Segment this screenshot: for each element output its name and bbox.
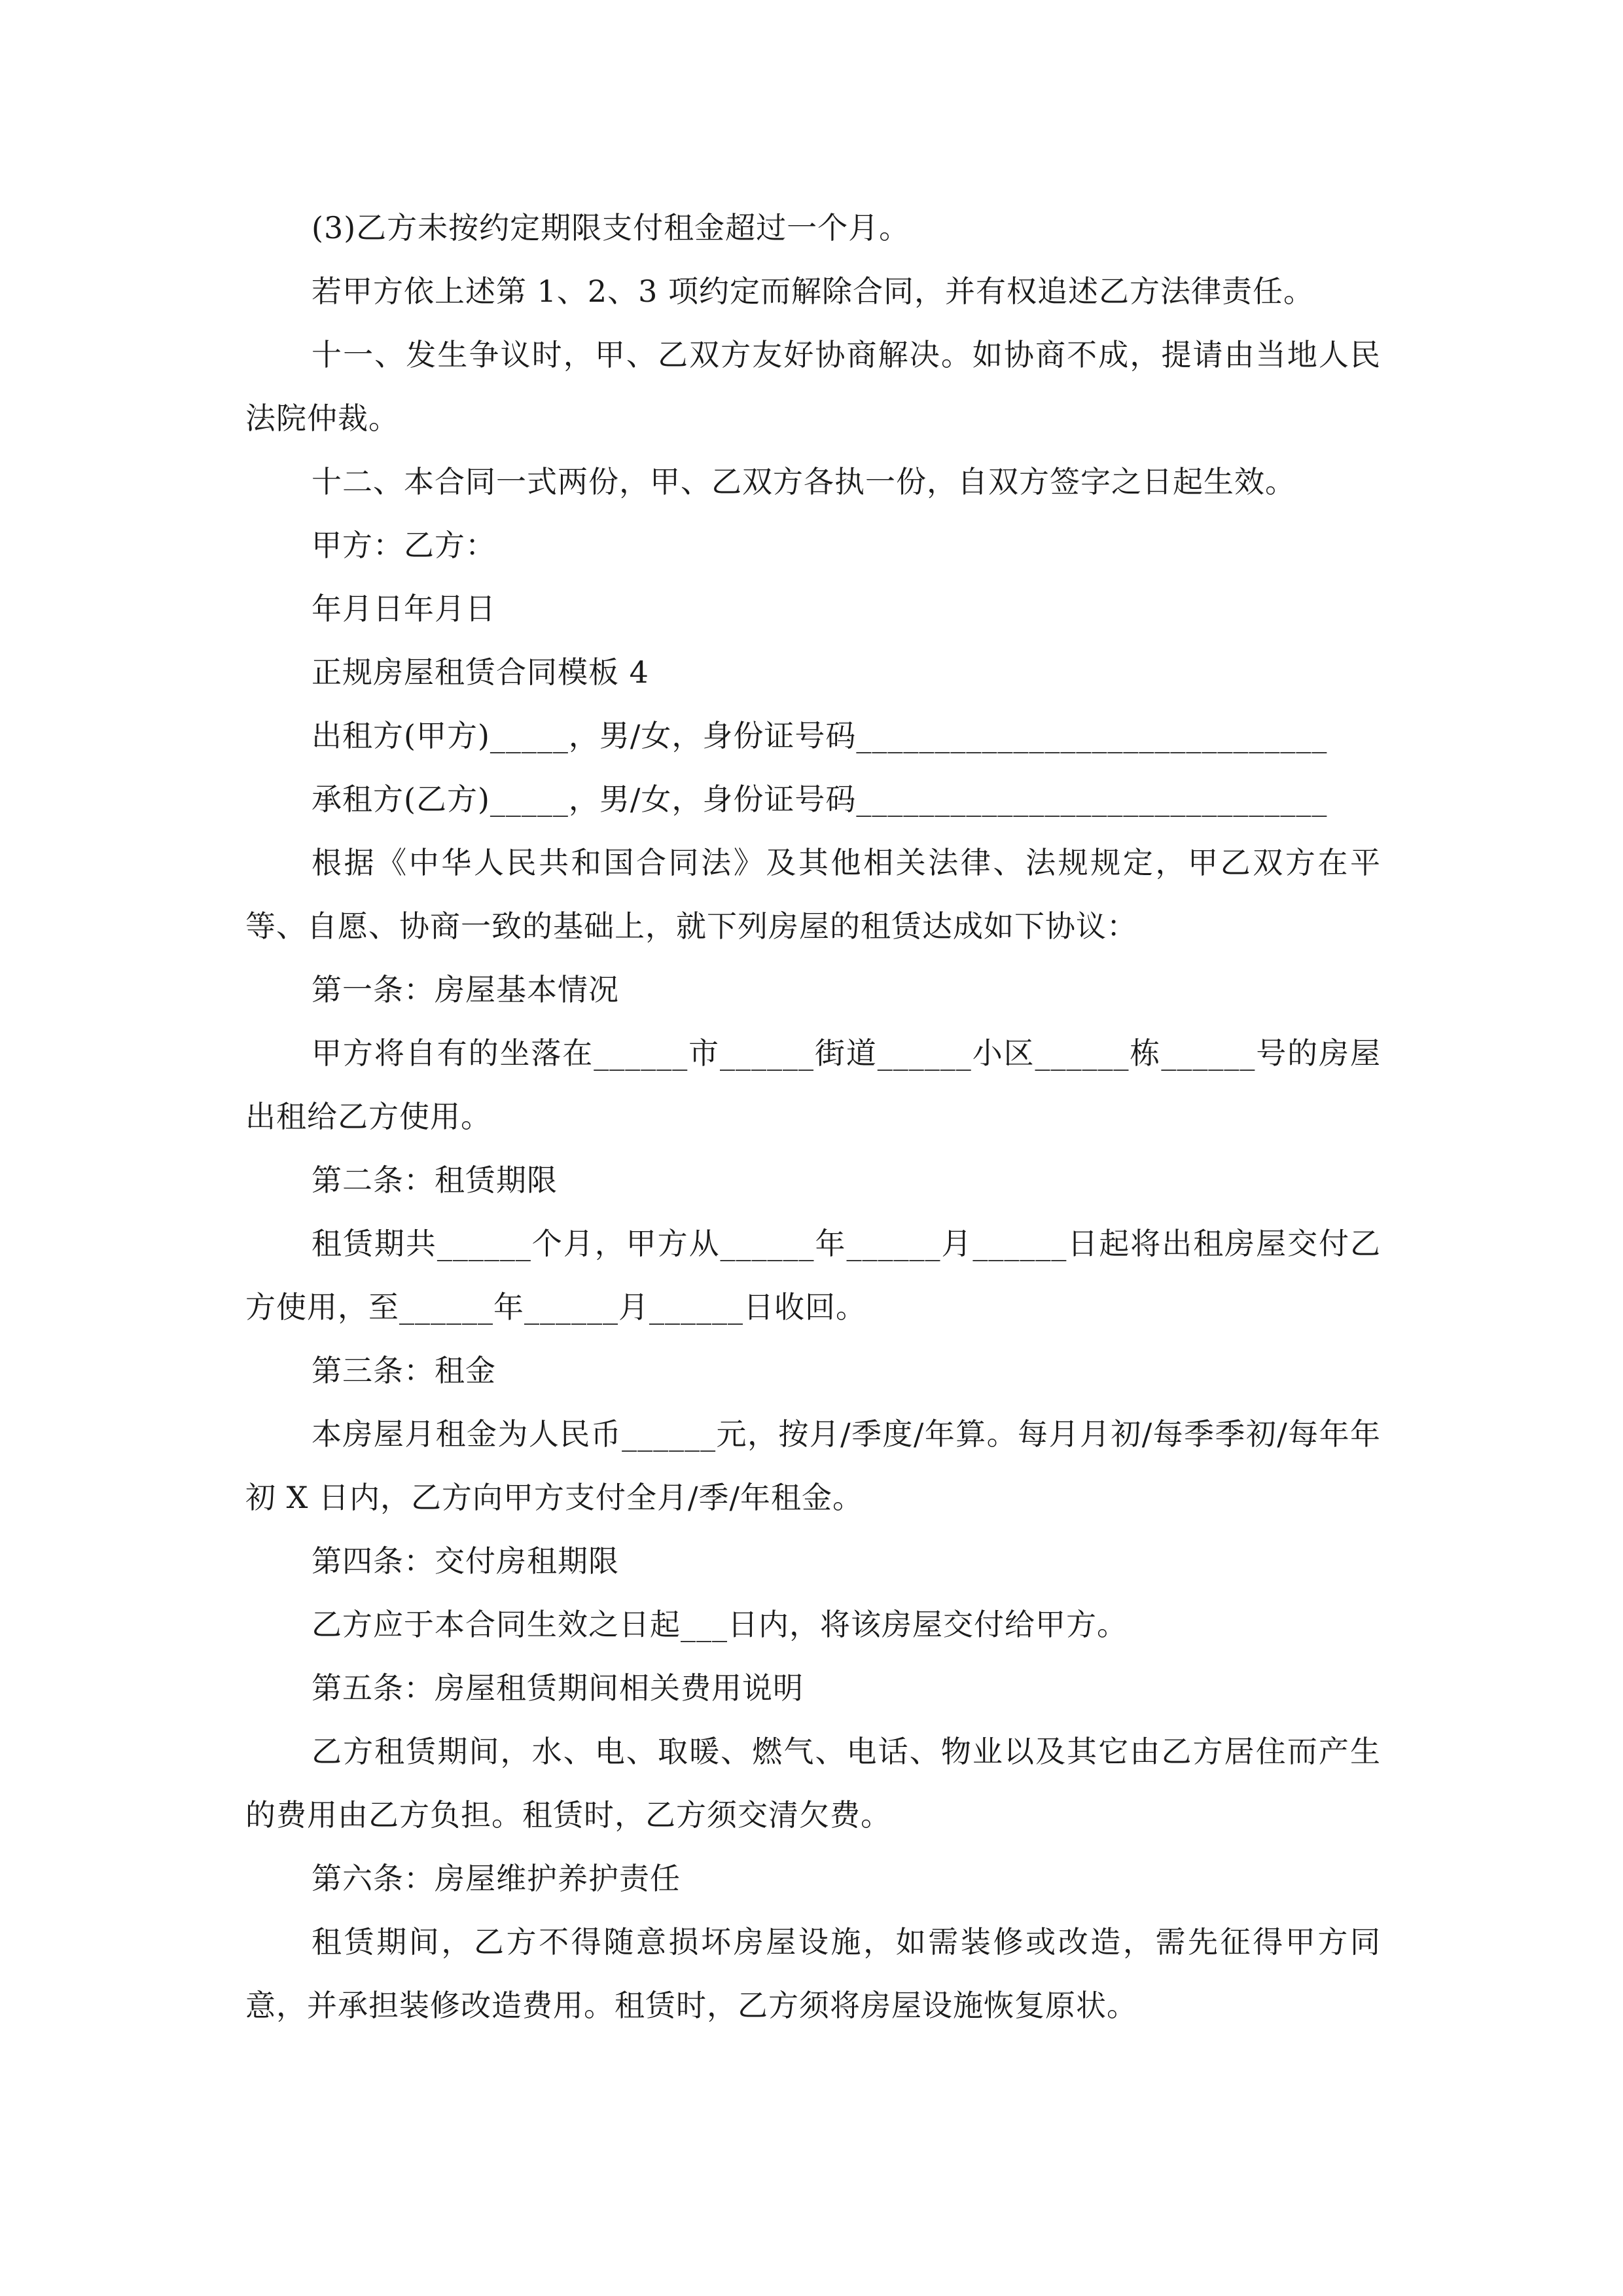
heading-article-2: 第二条：租赁期限 — [312, 1162, 558, 1198]
paragraph-article-12: 十二、本合同一式两份，甲、乙双方各执一份，自双方签字之日起生效。 — [312, 464, 1296, 499]
heading-article-5: 第五条：房屋租赁期间相关费用说明 — [312, 1670, 804, 1706]
paragraph-termination-note: 若甲方依上述第 1、2、3 项约定而解除合同，并有权追述乙方法律责任。 — [312, 274, 1315, 309]
paragraph-lease-term: 租赁期共______个月，甲方从______年______月______日起将出租房屋交付乙方使用，至______年______月______日收回。 — [245, 1226, 1381, 1325]
lessor-line: 出租方(甲方)_____，男/女，身份证号码______________________________ — [312, 718, 1328, 753]
heading-article-4: 第四条：交付房租期限 — [312, 1543, 619, 1579]
heading-article-3: 第三条：租金 — [312, 1353, 496, 1388]
lessee-line: 承租方(乙方)_____，男/女，身份证号码______________________________ — [312, 781, 1328, 817]
paragraph-clause-3: (3)乙方未按约定期限支付租金超过一个月。 — [312, 210, 910, 245]
signature-dates: 年月日年月日 — [312, 591, 496, 626]
document-body — [245, 196, 1381, 2037]
contract-title: 正规房屋租赁合同模板 4 — [312, 655, 649, 690]
heading-article-1: 第一条：房屋基本情况 — [312, 972, 619, 1007]
paragraph-article-11: 十一、发生争议时，甲、乙双方友好协商解决。如协商不成，提请由当地人民法院仲裁。 — [245, 337, 1381, 436]
signature-parties: 甲方：乙方： — [312, 528, 496, 563]
paragraph-expenses: 乙方租赁期间，水、电、取暖、燃气、电话、物业以及其它由乙方居住而产生的费用由乙方负担。租赁时，乙方须交清欠费。 — [245, 1734, 1381, 1833]
paragraph-delivery-deadline: 乙方应于本合同生效之日起___日内，将该房屋交付给甲方。 — [312, 1607, 1128, 1642]
paragraph-rent: 本房屋月租金为人民币______元，按月/季度/年算。每月月初/每季季初/每年年初 X 日内，乙方向甲方支付全月/季/年租金。 — [245, 1416, 1381, 1515]
paragraph-maintenance: 租赁期间，乙方不得随意损坏房屋设施，如需装修或改造，需先征得甲方同意，并承担装修改造费用。租赁时，乙方须将房屋设施恢复原状。 — [245, 1924, 1381, 2023]
heading-article-6: 第六条：房屋维护养护责任 — [312, 1861, 681, 1896]
paragraph-property-location: 甲方将自有的坐落在______市______街道______小区______栋______号的房屋出租给乙方使用。 — [245, 1035, 1381, 1134]
paragraph-preamble: 根据《中华人民共和国合同法》及其他相关法律、法规规定，甲乙双方在平等、自愿、协商一致的基础上，就下列房屋的租赁达成如下协议： — [245, 845, 1381, 944]
